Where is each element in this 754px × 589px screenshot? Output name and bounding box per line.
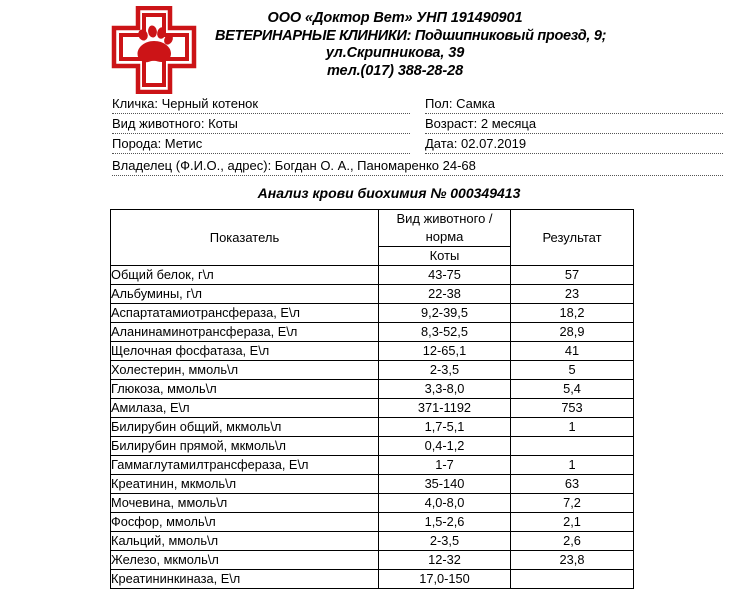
table-row <box>111 380 634 399</box>
document-header <box>0 0 754 92</box>
cell-indicator: Глюкоза, ммоль\л <box>111 380 379 399</box>
cell-indicator: Гаммаглутамилтрансфераза, Е\л <box>111 456 379 475</box>
cell-norm: 4,0-8,0 <box>379 494 511 513</box>
cell-norm: 43-75 <box>379 266 511 285</box>
cell-indicator: Общий белок, г\л <box>111 266 379 285</box>
cell-indicator: Мочевина, ммоль\л <box>111 494 379 513</box>
cell-norm: 9,2-39,5 <box>379 304 511 323</box>
date-underline <box>425 153 723 154</box>
patient-sex-field: Пол: Самка <box>425 96 496 111</box>
patient-species-field: Вид животного: Коты <box>112 116 238 131</box>
results-table-body <box>111 266 634 589</box>
cell-result: 23 <box>511 285 634 304</box>
cell-indicator: Билирубин общий, мкмоль\л <box>111 418 379 437</box>
cell-norm: 12-65,1 <box>379 342 511 361</box>
cell-result: 5,4 <box>511 380 634 399</box>
cell-norm: 3,3-8,0 <box>379 380 511 399</box>
cell-result: 2,1 <box>511 513 634 532</box>
clinic-phone-line: тел.(017) 388-28-28 <box>326 62 464 79</box>
table-row <box>111 304 634 323</box>
owner-field: Владелец (Ф.И.О., адрес): Богдан О. А., Паномаренко 24-68 <box>112 158 476 173</box>
cell-result: 1 <box>511 456 634 475</box>
cell-norm: 35-140 <box>379 475 511 494</box>
header-result: Результат <box>511 210 634 266</box>
cell-result: 2,6 <box>511 532 634 551</box>
cell-indicator: Аланинаминотрансфераза, Е\л <box>111 323 379 342</box>
cell-norm: 1-7 <box>379 456 511 475</box>
cell-norm: 371-1192 <box>379 399 511 418</box>
clinic-address-line-1: ВЕТЕРИНАРНЫЕ КЛИНИКИ: Подшипниковый проезд, 9; <box>215 27 607 44</box>
table-row <box>111 475 634 494</box>
patient-nickname-field: Кличка: Черный котенок <box>112 96 259 111</box>
table-row <box>111 494 634 513</box>
patient-info-row-2 <box>0 116 754 136</box>
cell-result <box>511 570 634 589</box>
cell-norm: 8,3-52,5 <box>379 323 511 342</box>
cell-norm: 0,4-1,2 <box>379 437 511 456</box>
table-row <box>111 570 634 589</box>
cell-result: 57 <box>511 266 634 285</box>
table-header-row <box>111 210 634 247</box>
cell-norm: 1,7-5,1 <box>379 418 511 437</box>
cell-indicator: Аспартатамиотрансфераза, Е\л <box>111 304 379 323</box>
cell-indicator: Креатининкиназа, Е\л <box>111 570 379 589</box>
cell-result: 7,2 <box>511 494 634 513</box>
cell-indicator: Щелочная фосфатаза, Е\л <box>111 342 379 361</box>
cell-result <box>511 437 634 456</box>
table-row <box>111 551 634 570</box>
analysis-title: Анализ крови биохимия № 000349413 <box>257 185 521 201</box>
results-table-head <box>111 210 634 266</box>
clinic-info <box>215 10 607 80</box>
cell-result: 63 <box>511 475 634 494</box>
cell-norm: 12-32 <box>379 551 511 570</box>
cell-indicator: Железо, мкмоль\л <box>111 551 379 570</box>
header-indicator: Показатель <box>111 210 379 266</box>
cell-norm: 1,5-2,6 <box>379 513 511 532</box>
cell-norm: 22-38 <box>379 285 511 304</box>
cell-indicator: Билирубин прямой, мкмоль\л <box>111 437 379 456</box>
results-table-wrapper <box>110 209 633 589</box>
table-row <box>111 342 634 361</box>
sex-underline <box>425 113 723 114</box>
cell-result: 753 <box>511 399 634 418</box>
cell-result: 41 <box>511 342 634 361</box>
header-norm: Вид животного / норма <box>379 210 511 247</box>
cell-indicator: Креатинин, мкмоль\л <box>111 475 379 494</box>
table-row <box>111 399 634 418</box>
clinic-address-line-2: ул.Скрипникова, 39 <box>325 45 465 61</box>
cell-indicator: Фосфор, ммоль\л <box>111 513 379 532</box>
cell-indicator: Холестерин, ммоль\л <box>111 361 379 380</box>
patient-info-row-1 <box>0 96 754 116</box>
table-row <box>111 285 634 304</box>
patient-info-row-3 <box>0 136 754 156</box>
patient-info-section <box>0 96 754 156</box>
patient-date-field: Дата: 02.07.2019 <box>425 136 527 151</box>
table-row <box>111 437 634 456</box>
cell-norm: 2-3,5 <box>379 361 511 380</box>
species-underline <box>112 133 410 134</box>
cell-result: 1 <box>511 418 634 437</box>
table-row <box>111 513 634 532</box>
cell-indicator: Альбумины, г\л <box>111 285 379 304</box>
patient-age-field: Возраст: 2 месяца <box>425 116 537 131</box>
owner-row <box>0 158 754 180</box>
cell-result: 28,9 <box>511 323 634 342</box>
header-norm-species: Коты <box>379 247 511 266</box>
age-underline <box>425 133 723 134</box>
clinic-company-line: ООО «Доктор Вет» УНП 191490901 <box>267 10 523 26</box>
patient-breed-field: Порода: Метис <box>112 136 203 151</box>
cell-result: 18,2 <box>511 304 634 323</box>
veterinary-cross-paw-logo <box>106 6 202 94</box>
cell-indicator: Кальций, ммоль\л <box>111 532 379 551</box>
table-row <box>111 456 634 475</box>
table-row <box>111 266 634 285</box>
cell-norm: 17,0-150 <box>379 570 511 589</box>
owner-underline <box>112 175 723 176</box>
cell-norm: 2-3,5 <box>379 532 511 551</box>
breed-underline <box>112 153 410 154</box>
results-table <box>110 209 634 589</box>
cell-indicator: Амилаза, Е\л <box>111 399 379 418</box>
table-row <box>111 361 634 380</box>
cell-result: 5 <box>511 361 634 380</box>
table-row <box>111 323 634 342</box>
table-row <box>111 418 634 437</box>
cell-result: 23,8 <box>511 551 634 570</box>
nickname-underline <box>112 113 410 114</box>
